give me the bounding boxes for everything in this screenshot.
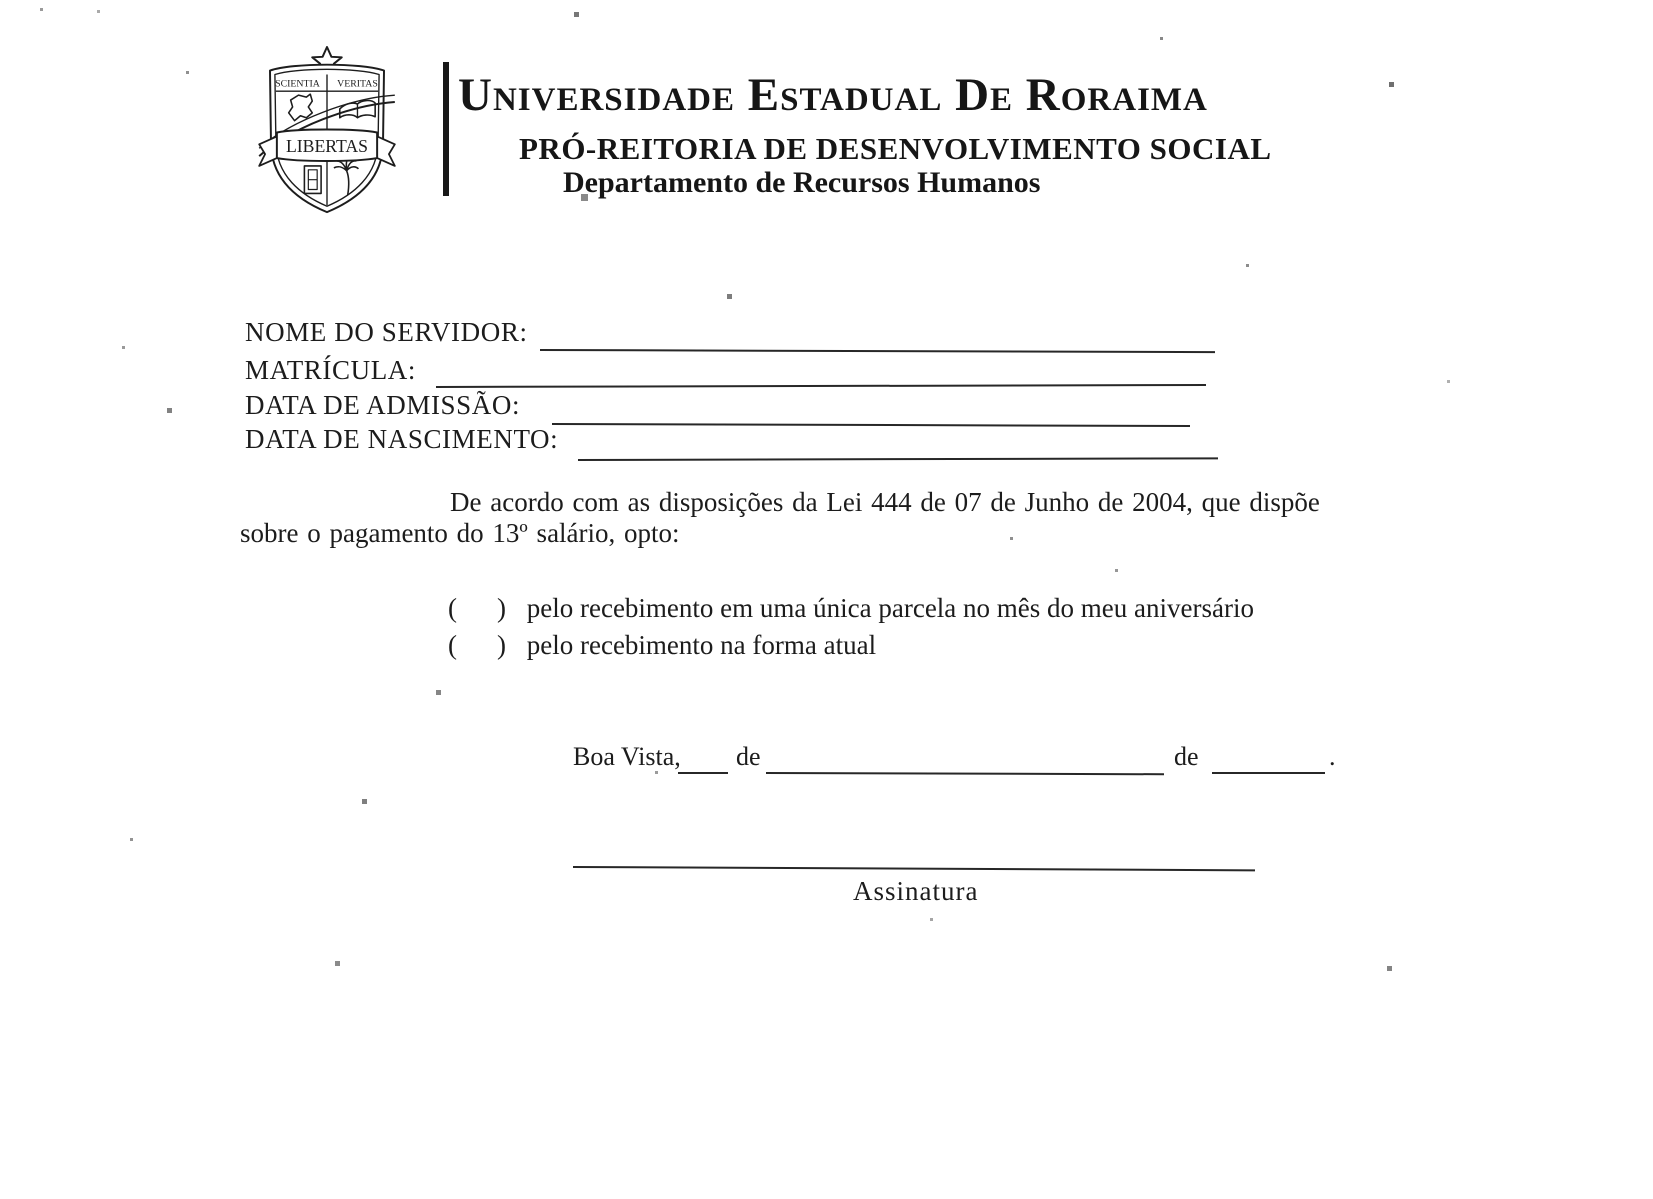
option-label-current-form: pelo recebimento na forma atual — [526, 630, 877, 660]
city-label: Boa Vista, — [573, 742, 681, 771]
de-label-2: de — [1174, 742, 1199, 771]
crest-banner: LIBERTAS — [285, 136, 369, 157]
scan-specks — [0, 0, 3, 3]
paren-close: ) — [497, 593, 506, 623]
month-blank[interactable] — [766, 772, 1164, 775]
paren-close: ) — [497, 630, 506, 660]
header-divider — [443, 62, 449, 196]
field-blank-admissao[interactable] — [552, 423, 1190, 427]
field-label-admissao: DATA DE ADMISSÃO: — [245, 390, 521, 420]
option-checkbox-current-form[interactable] — [448, 630, 506, 661]
option-row-current-form — [448, 630, 876, 661]
crest-motto-left: SCIENTIA — [275, 78, 320, 90]
university-crest — [253, 46, 401, 218]
field-label-matricula: MATRÍCULA: — [245, 355, 417, 385]
option-row-single-installment — [448, 593, 1254, 624]
field-label-nascimento: DATA DE NASCIMENTO: — [245, 424, 559, 454]
date-period: . — [1329, 742, 1336, 771]
option-checkbox-single-installment[interactable] — [448, 593, 506, 624]
paren-open: ( — [448, 593, 457, 623]
option-label-single-installment: pelo recebimento em uma única parcela no mês do meu aniversário — [526, 593, 1254, 623]
department-subtitle: Departamento de Recursos Humanos — [563, 166, 1041, 199]
paragraph-line-2: sobre o pagamento do 13º salário, opto: — [240, 518, 680, 548]
crest-motto-right: VERITAS — [337, 78, 378, 90]
signature-label: Assinatura — [853, 876, 979, 906]
signature-blank[interactable] — [573, 866, 1255, 871]
field-blank-nascimento[interactable] — [578, 457, 1218, 461]
field-blank-nome[interactable] — [540, 349, 1215, 353]
field-blank-matricula[interactable] — [436, 384, 1206, 388]
university-title: Universidade Estadual De Roraima — [458, 69, 1208, 121]
paren-open: ( — [448, 630, 457, 660]
day-blank[interactable] — [678, 772, 728, 774]
paragraph-line-1: De acordo com as disposições da Lei 444 de 07 de Junho de 2004, que dispõe — [450, 487, 1320, 517]
year-blank[interactable] — [1212, 772, 1325, 774]
pro-reitoria-subtitle: PRÓ-REITORIA DE DESENVOLVIMENTO SOCIAL — [519, 131, 1272, 166]
field-label-nome: NOME DO SERVIDOR: — [245, 317, 528, 347]
de-label-1: de — [736, 742, 761, 771]
